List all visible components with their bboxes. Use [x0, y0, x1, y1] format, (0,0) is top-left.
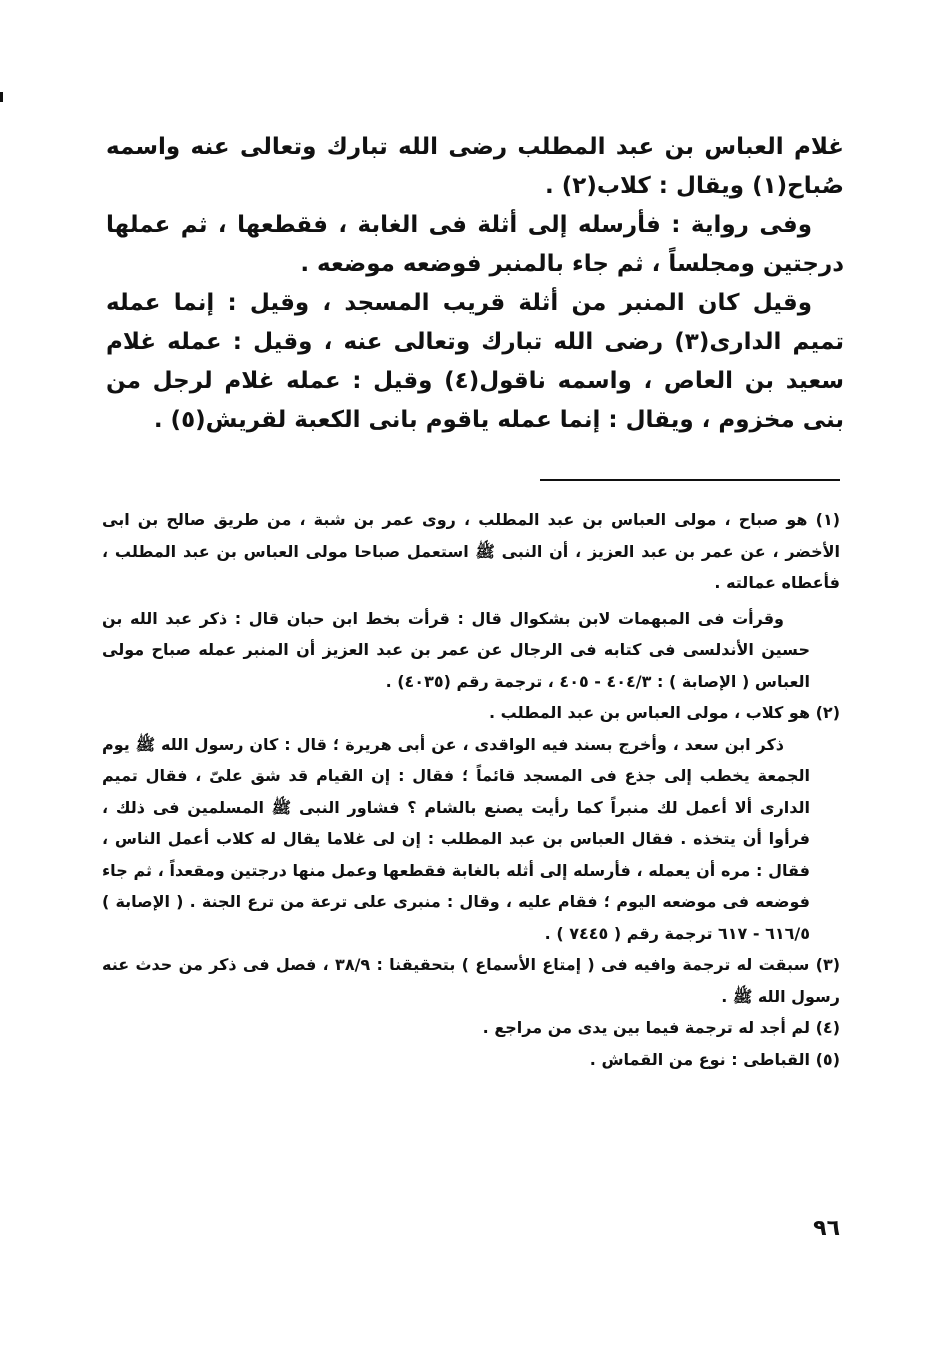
footnote-1-continuation: وقرأت فى المبهمات لابن بشكوال قال : قرأت بخط ابن حبان قال : ذكر عبد الله بن حسين الأندلسى فى كتابه فى الرجال عن عمر بن عبد العزيز أن المنبر عمله صباح مولى العباس ( الإصابة ) : ٤٠٤/٣ - ٤٠٥ ، ترجمة رقم (٤٠٣٥) . — [102, 608, 810, 691]
main-paragraph-2: وفى رواية : فأرسله إلى أثلة فى الغابة ، فقطعها ، ثم عملها درجتين ومجلساً ، ثم جاء بالمنبر فوضعه موضعه . — [106, 212, 844, 277]
footnote-2-continuation: ذكر ابن سعد ، وأخرج بسند فيه الواقدى ، عن أبى هريرة ؛ قال : كان رسول الله ﷺ يوم الجمعة يخطب إلى جذع فى المسجد قائماً ؛ فقال : إن القيام قد شق علىّ ، فقال تميم الدارى ألا أعمل لك منبراً كما رأيت يصنع بالشام ؟ فشاور النبى ﷺ المسلمين فى ذلك ، فرأوا أن يتخذه . فقال العباس بن عبد المطلب : إن لى غلاما يقال له كلاب أعمل الناس ، فقال : مره أن يعمله ، فأرسله إلى أثله بالغابة فقطعها وعمل منها درجتين ومقعداً ، ثم جاء فوضعه فى موضعه اليوم ؛ فقام عليه ، وقال : منبرى على ترعة من ترع الجنة . ( الإصابة ) ٦١٦/٥ - ٦١٧ ترجمة رقم ( ٧٤٤٥ ) . — [102, 734, 810, 943]
footnote-4-number: (٤) — [815, 1018, 840, 1037]
footnote-2-text: هو كلاب ، مولى العباس بن عبد المطلب . — [489, 703, 811, 722]
main-body-text — [106, 128, 844, 440]
footnote-4 — [102, 1012, 840, 1044]
footnote-separator-line — [540, 479, 840, 481]
footnote-2-number: (٢) — [815, 703, 840, 722]
footnote-3-text: سبقت له ترجمة وافيه فى ( إمتاع الأسماع ) بتحقيقنا : ٣٨/٩ ، فصل فى ذكر من حدث عنه رسول الله ﷺ . — [102, 955, 840, 1006]
main-paragraph-1: غلام العباس بن عبد المطلب رضى الله تبارك وتعالى عنه واسمه صُباح(١) ويقال : كلاب(٢) . — [106, 134, 844, 199]
footnote-1-number: (١) — [815, 510, 841, 529]
footnote-4-text: لم أجد له ترجمة فيما بين يدى من مراجع . — [482, 1018, 811, 1037]
footnote-3-number: (٣) — [815, 955, 841, 974]
main-paragraph-3: وقيل كان المنبر من أثلة قريب المسجد ، وقيل : إنما عمله تميم الدارى(٣) رضى الله تبارك وتعالى عنه ، وقيل : عمله غلام سعيد بن العاص ، واسمه ناقول(٤) وقيل : عمله غلام لرجل من بنى مخزوم ، ويقال : إنما عمله ياقوم بانى الكعبة لقريش(٥) . — [106, 290, 844, 433]
footnotes-section — [102, 504, 840, 1075]
scan-edge-mark — [0, 92, 3, 102]
footnote-5-number: (٥) — [815, 1049, 840, 1069]
page-number: ٩٦ — [813, 1216, 840, 1241]
footnote-1-text: هو صباح ، مولى العباس بن عبد المطلب ، روى عمر بن شبة ، من طريق صالح بن ابى الأخضر ، عن عمر بن عبد العزيز ، أن النبى ﷺ استعمل صباحا مولى العباس بن عبد المطلب ، فأعطاه عمالته . — [102, 510, 840, 592]
footnote-3 — [102, 949, 840, 1012]
footnote-1 — [102, 504, 840, 599]
footnote-5 — [102, 1044, 840, 1076]
footnote-5-text: القباطى : نوع من القماش . — [589, 1049, 811, 1069]
footnote-2 — [102, 697, 840, 729]
